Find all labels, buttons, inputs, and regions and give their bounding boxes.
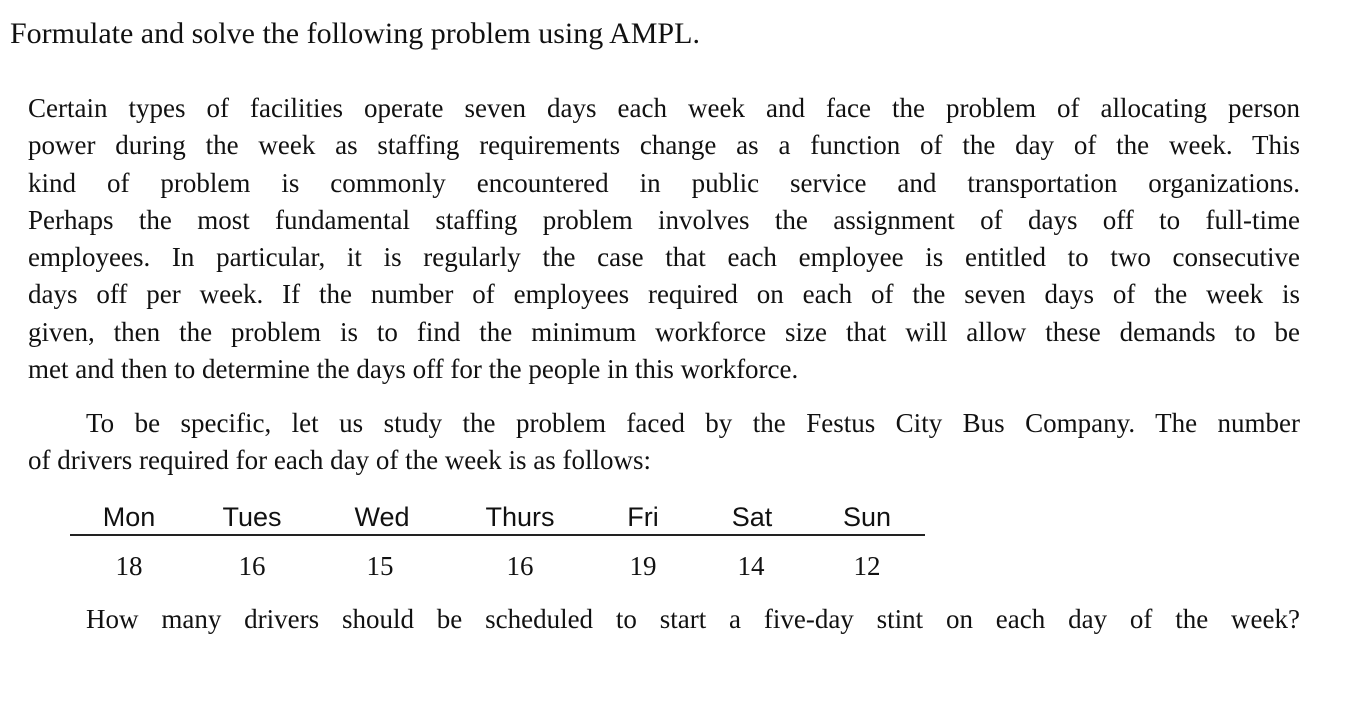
paragraph-line: power during the week as staffing requirements change as a function of the day of the week. This — [28, 130, 1300, 161]
page-heading: Formulate and solve the following problem using AMPL. — [10, 17, 700, 50]
paragraph-line: Certain types of facilities operate seven days each week and face the problem of allocating person — [28, 93, 1300, 123]
table-value-cell: 19 — [629, 551, 657, 581]
table-header-cell: Fri — [627, 502, 659, 532]
bus-company-paragraph — [28, 405, 1300, 480]
table-value-cell: 14 — [737, 551, 765, 581]
paragraph-line: of drivers required for each day of the week is as follows: — [28, 445, 652, 476]
paragraph-line: To be specific, let us study the problem faced by the Festus City Bus Company. The number — [86, 408, 1300, 438]
table-header-cell: Mon — [102, 502, 156, 532]
table-header-cell: Sun — [842, 502, 892, 532]
table-value-cell: 18 — [115, 551, 143, 581]
table-value-cell: 12 — [853, 551, 881, 581]
paragraph-line: days off per week. If the number of employees required on each of the seven days of the week is — [28, 279, 1300, 310]
table-header-cell: Wed — [354, 502, 410, 532]
table-value-cell: 16 — [506, 551, 534, 581]
table-value-cell: 15 — [366, 551, 394, 581]
paragraph-line: met and then to determine the days off for the people in this workforce. — [28, 354, 799, 385]
table-divider — [70, 534, 925, 536]
paragraph-line: Perhaps the most fundamental staffing problem involves the assignment of days off to full-time — [28, 204, 1300, 235]
problem-description-paragraph — [28, 90, 1300, 388]
paragraph-line: employees. In particular, it is regularly the case that each employee is entitled to two consecutive — [28, 242, 1300, 273]
table-header-cell: Tues — [222, 502, 282, 532]
question-text: How many drivers should be scheduled to start a five-day stint on each day of the week? — [86, 604, 1300, 634]
paragraph-line: kind of problem is commonly encountered in public service and transportation organizations. — [28, 167, 1300, 198]
table-header-cell: Sat — [731, 502, 773, 532]
table-value-cell: 16 — [238, 551, 266, 581]
paragraph-line: given, then the problem is to find the minimum workforce size that will allow these demands to be — [28, 316, 1300, 347]
table-header-cell: Thurs — [485, 502, 555, 532]
